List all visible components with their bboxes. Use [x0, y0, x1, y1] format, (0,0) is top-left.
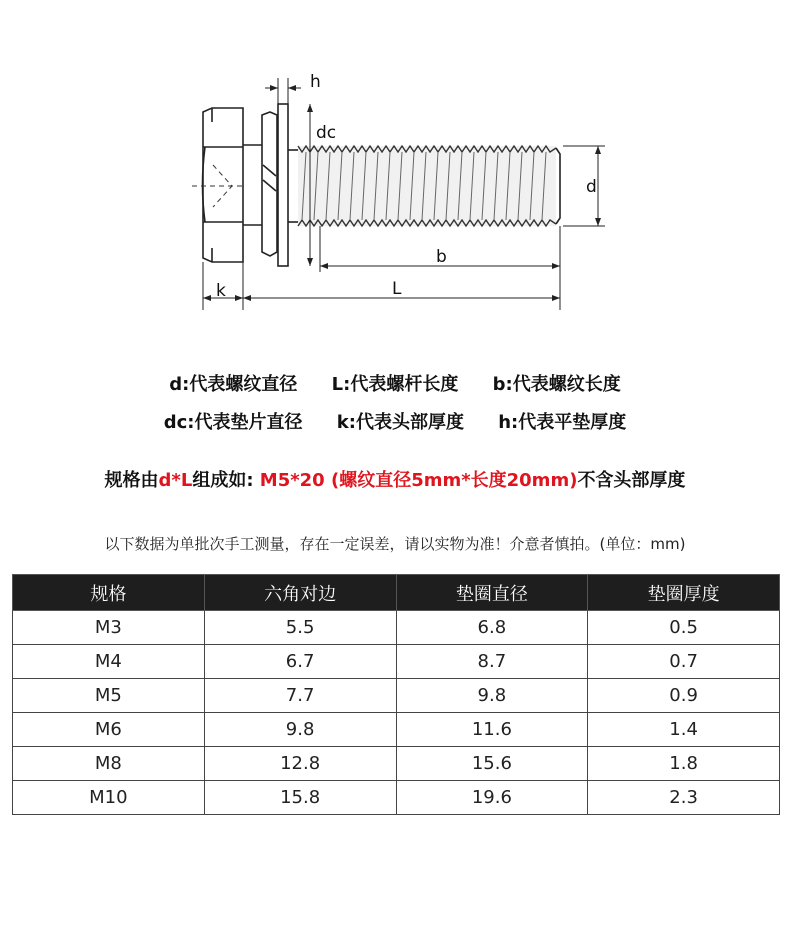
legend-k: k:代表头部厚度: [336, 412, 464, 433]
cell-hex: 15.8: [204, 781, 396, 815]
header-washer-thickness: 垫圈厚度: [588, 575, 780, 611]
cell-washer-thickness: 0.5: [588, 611, 780, 645]
legend-d: d:代表螺纹直径: [169, 374, 298, 395]
screw-dimension-diagram: [0, 0, 790, 340]
cell-washer-diameter: 15.6: [396, 747, 588, 781]
hex-head: [203, 108, 243, 262]
cell-spec: M6: [13, 713, 205, 747]
label-h: h: [310, 72, 321, 92]
table-row: [13, 611, 780, 645]
cell-washer-thickness: 1.4: [588, 713, 780, 747]
spec-example: M5*20 (螺纹直径5mm*长度20mm): [259, 470, 578, 491]
spec-suffix: 不含头部厚度: [577, 470, 686, 491]
legend-L: L:代表螺杆长度: [331, 374, 459, 395]
cell-spec: M8: [13, 747, 205, 781]
cell-spec: M3: [13, 611, 205, 645]
cell-washer-thickness: 0.9: [588, 679, 780, 713]
cell-washer-diameter: 6.8: [396, 611, 588, 645]
cell-washer-thickness: 2.3: [588, 781, 780, 815]
legend-dc: dc:代表垫片直径: [163, 412, 303, 433]
cell-spec: M10: [13, 781, 205, 815]
cell-hex: 6.7: [204, 645, 396, 679]
flat-washer: [278, 104, 288, 266]
label-dc: dc: [316, 123, 337, 143]
cell-washer-thickness: 0.7: [588, 645, 780, 679]
spring-washer: [262, 112, 277, 256]
cell-washer-diameter: 9.8: [396, 679, 588, 713]
spec-middle: 组成如:: [192, 470, 260, 491]
spec-prefix: 规格由: [104, 470, 159, 491]
cell-hex: 7.7: [204, 679, 396, 713]
cell-hex: 9.8: [204, 713, 396, 747]
cell-spec: M4: [13, 645, 205, 679]
table-row: [13, 645, 780, 679]
header-hex-across-flats: 六角对边: [204, 575, 396, 611]
table-header-row: [13, 575, 780, 611]
spec-dl: d*L: [158, 470, 193, 491]
spec-explanation: [0, 466, 790, 492]
cell-washer-diameter: 11.6: [396, 713, 588, 747]
table-row: [13, 747, 780, 781]
legend-row-2: [0, 408, 790, 434]
table-row: [13, 679, 780, 713]
legend-row-1: [0, 370, 790, 396]
header-spec: 规格: [13, 575, 205, 611]
label-k: k: [216, 281, 226, 301]
cell-hex: 12.8: [204, 747, 396, 781]
cell-hex: 5.5: [204, 611, 396, 645]
label-b: b: [436, 247, 447, 267]
legend-b: b:代表螺纹长度: [492, 374, 621, 395]
label-L: L: [392, 279, 402, 299]
spec-table: [12, 574, 780, 815]
cell-washer-diameter: 8.7: [396, 645, 588, 679]
cell-spec: M5: [13, 679, 205, 713]
measurement-note: 以下数据为单批次手工测量，存在一定误差，请以实物为准！介意者慎拍。(单位：mm): [104, 535, 686, 553]
label-d: d: [586, 177, 597, 197]
cell-washer-diameter: 19.6: [396, 781, 588, 815]
table-row: [13, 781, 780, 815]
legend-h: h:代表平垫厚度: [498, 412, 627, 433]
header-washer-diameter: 垫圈直径: [396, 575, 588, 611]
cell-washer-thickness: 1.8: [588, 747, 780, 781]
table-row: [13, 713, 780, 747]
